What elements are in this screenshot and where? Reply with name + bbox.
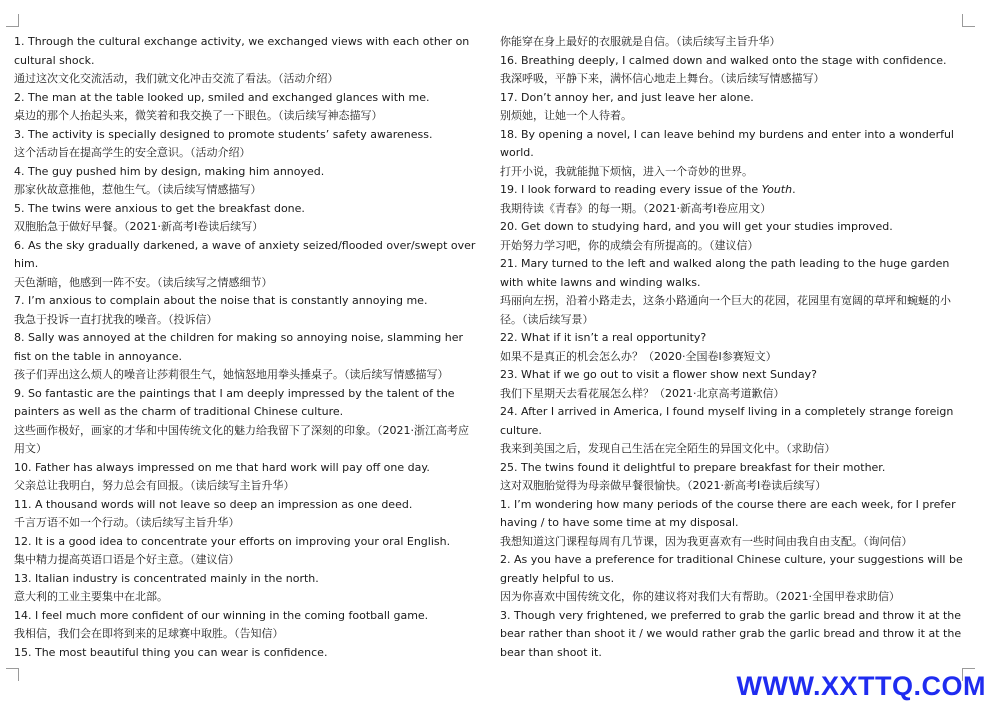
sentence-en: 8. Sally was annoyed at the children for making so annoying noise, slamming her fist on the table in annoyance. — [14, 331, 464, 363]
sentence-zh: 父亲总让我明白，努力总会有回报。（读后续写主旨升华） — [14, 479, 295, 492]
sentence-en: 22. What if it isn’t a real opportunity? — [500, 331, 707, 344]
sentence-zh: 集中精力提高英语口语是个好主意。（建议信） — [14, 553, 240, 566]
sentence-en — [500, 181, 963, 200]
sentence-en: 3. The activity is specially designed to promote students’ safety awareness. — [14, 127, 433, 141]
sentence-en: 24. After I arrived in America, I found myself living in a completely strange foreign culture. — [500, 405, 954, 437]
sentence-zh: 如果不是真正的机会怎么办？（2020·全国卷Ⅰ参赛短文） — [500, 349, 777, 363]
sentence-zh: 我深呼吸，平静下来，满怀信心地走上舞台。（读后续写情感描写） — [500, 72, 825, 85]
sentence-en: 2. The man at the table looked up, smiled and exchanged glances with me. — [14, 90, 430, 104]
sentence-en: 18. By opening a novel, I can leave behind my burdens and enter into a wonderful world. — [500, 127, 954, 159]
sentence-zh: 孩子们弄出这么烦人的噪音让莎莉很生气，她恼怒地用拳头捶桌子。（读后续写情感描写） — [14, 368, 449, 381]
sentence-zh: 天色渐暗，他感到一阵不安。（读后续写之情感细节） — [14, 275, 273, 289]
sentence-zh: 千言万语不如一个行动。（读后续写主旨升华） — [14, 516, 240, 529]
sentence-en: 12. It is a good idea to concentrate your efforts on improving your oral English. — [14, 534, 451, 548]
page-corner-mark — [962, 14, 975, 27]
magazine-title: Youth — [761, 183, 793, 196]
sentence-zh: 意大利的工业主要集中在北部。 — [14, 590, 168, 603]
sentence-zh: 你能穿在身上最好的衣服就是自信。（读后续写主旨升华） — [500, 35, 781, 48]
page-corner-mark — [6, 14, 19, 27]
sentence-zh: 双胞胎急于做好早餐。（2021·新高考Ⅰ卷读后续写） — [14, 220, 264, 233]
sentence-zh: 我来到美国之后，发现自己生活在完全陌生的异国文化中。（求助信） — [500, 442, 836, 455]
sentence-zh: 通过这次文化交流活动，我们就文化冲击交流了看法。（活动介绍） — [14, 72, 339, 85]
sentence-en: 1. Through the cultural exchange activity, we exchanged views with each other on cultural shock. — [14, 35, 470, 67]
sentence-zh: 这对双胞胎觉得为母亲做早餐很愉快。（2021·新高考Ⅰ卷读后续写） — [500, 479, 827, 492]
sentence-en: 21. Mary turned to the left and walked along the path leading to the huge garden with white lawns and winding walks. — [500, 257, 950, 289]
sentence-zh: 别烦她，让她一个人待着。 — [500, 109, 632, 122]
sentence-en-pre: 19. I look forward to reading every issue of the — [500, 183, 762, 196]
sentence-en: 11. A thousand words will not leave so deep an impression as one deed. — [14, 497, 413, 511]
sentence-zh: 因为你喜欢中国传统文化，你的建议将对我们大有帮助。（2021·全国甲卷求助信） — [500, 590, 900, 603]
sentence-en: 20. Get down to studying hard, and you will get your studies improved. — [500, 220, 893, 233]
sentence-zh: 我急于投诉一直打扰我的噪音。（投诉信） — [14, 312, 218, 326]
sentence-en: 25. The twins found it delightful to prepare breakfast for their mother. — [500, 460, 886, 474]
sentence-en: 13. Italian industry is concentrated mainly in the north. — [14, 571, 319, 585]
sentence-zh: 玛丽向左拐，沿着小路走去，这条小路通向一个巨大的花园，花园里有宽阔的草坪和蜿蜒的小径。（读后续写景） — [500, 294, 951, 326]
site-watermark: WWW.XXTTQ.COM — [736, 671, 986, 701]
sentence-en: 6. As the sky gradually darkened, a wave of anxiety seized/flooded over/swept over him. — [14, 238, 476, 270]
sentence-en: 4. The guy pushed him by design, making him annoyed. — [14, 164, 325, 178]
sentence-en: 3. Though very frightened, we preferred to grab the garlic bread and throw it at the bear rather than shoot it / we would rather grab the garlic bread and throw it at the bear than shoot it. — [500, 608, 962, 659]
right-column — [500, 33, 963, 662]
sentence-zh: 我想知道这门课程每周有几节课，因为我更喜欢有一些时间由我自由支配。（询问信） — [500, 534, 913, 548]
sentence-zh: 我期待读《青春》的每一期。（2021·新高考Ⅰ卷应用文） — [500, 201, 772, 215]
sentence-en: 15. The most beautiful thing you can wear is confidence. — [14, 645, 328, 659]
sentence-zh: 开始努力学习吧，你的成绩会有所提高的。（建议信） — [500, 238, 759, 252]
sentence-zh: 打开小说，我就能抛下烦恼，进入一个奇妙的世界。 — [500, 164, 753, 178]
sentence-en-post: . — [792, 183, 796, 196]
page-corner-mark — [6, 668, 19, 681]
sentence-zh: 我们下星期天去看花展怎么样？（2021·北京高考道歉信） — [500, 386, 785, 400]
sentence-en: 16. Breathing deeply, I calmed down and walked onto the stage with confidence. — [500, 53, 947, 67]
sentence-zh: 这个活动旨在提高学生的安全意识。（活动介绍） — [14, 146, 251, 159]
sentence-en: 23. What if we go out to visit a flower show next Sunday? — [500, 368, 817, 381]
sentence-en: 17. Don’t annoy her, and just leave her alone. — [500, 90, 754, 104]
sentence-en: 5. The twins were anxious to get the breakfast done. — [14, 201, 305, 215]
sentence-en: 7. I’m anxious to complain about the noise that is constantly annoying me. — [14, 294, 428, 307]
left-column — [14, 33, 477, 662]
sentence-zh: 那家伙故意推他，惹他生气。（读后续写情感描写） — [14, 183, 262, 196]
sentence-en: 1. I’m wondering how many periods of the course there are each week, for I prefer having / to have some time at my disposal. — [500, 497, 956, 529]
sentence-en: 10. Father has always impressed on me that hard work will pay off one day. — [14, 460, 430, 474]
sentence-en: 14. I feel much more confident of our winning in the coming football game. — [14, 608, 429, 622]
sentence-en: 9. So fantastic are the paintings that I am deeply impressed by the talent of the painters as well as the charm of traditional Chinese culture. — [14, 386, 455, 418]
sentence-zh: 这些画作极好，画家的才华和中国传统文化的魅力给我留下了深刻的印象。（2021·浙江高考应用文） — [14, 423, 469, 455]
sentence-zh: 我相信，我们会在即将到来的足球赛中取胜。（告知信） — [14, 627, 284, 640]
sentence-zh: 桌边的那个人抬起头来，微笑着和我交换了一下眼色。（读后续写神态描写） — [14, 109, 383, 122]
sentence-en: 2. As you have a preference for traditional Chinese culture, your suggestions will be greatly helpful to us. — [500, 553, 963, 585]
